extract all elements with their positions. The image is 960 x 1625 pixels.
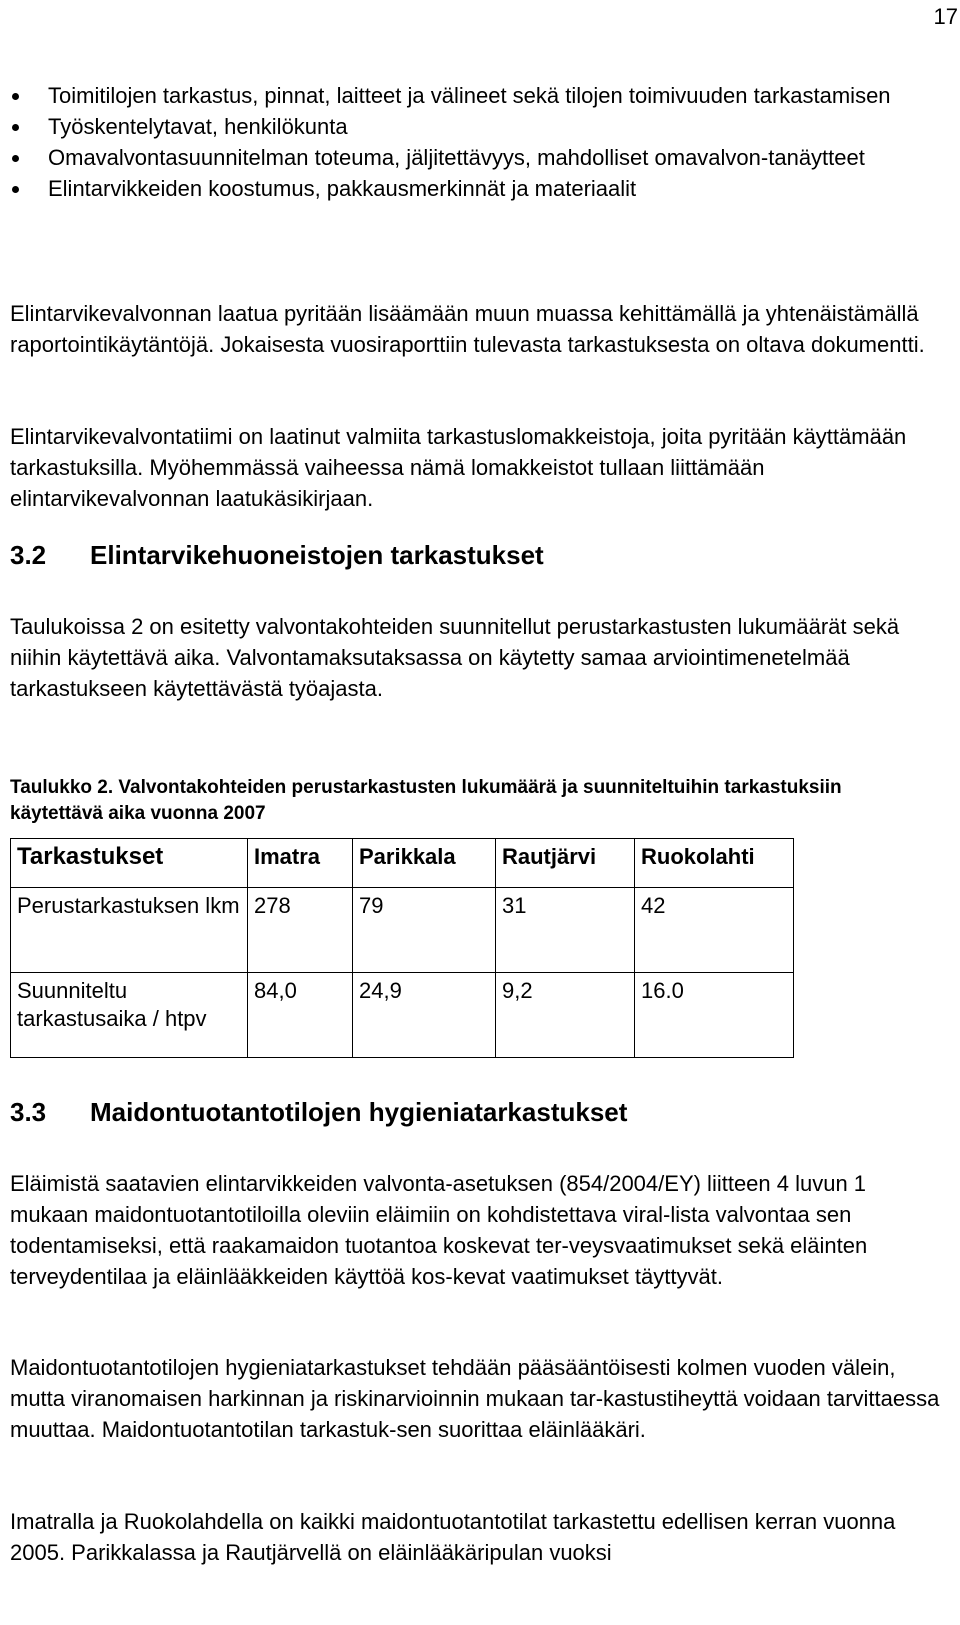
bullet-item [10, 111, 945, 142]
table-cell: 24,9 [353, 973, 496, 1058]
bullet-text: Omavalvontasuunnitelman toteuma, jäljitettävyys, mahdolliset omavalvon-tanäytteet [48, 145, 865, 170]
table-header-row [11, 839, 794, 888]
table-caption: Taulukko 2. Valvontakohteiden perustarkastusten lukumäärä ja suunniteltuihin tarkastuksiin käytettävä aika vuonna 2007 [10, 777, 842, 824]
bullet-text: Työskentelytavat, henkilökunta [48, 114, 348, 139]
table-header: Ruokolahti [635, 839, 794, 888]
table-cell: 84,0 [248, 973, 353, 1058]
bullet-text: Toimitilojen tarkastus, pinnat, laitteet ja välineet sekä tilojen toimivuuden tarkastamisen [48, 83, 891, 108]
paragraph: Imatralla ja Ruokolahdella on kaikki maidontuotantotilat tarkastettu edellisen kerran vuonna 2005. Parikkalassa ja Rautjärvellä on eläinlääkäripulan vuoksi [10, 1509, 896, 1565]
paragraph: Elintarvikevalvontatiimi on laatinut valmiita tarkastuslomakkeistoja, joita pyritään käyttämään tarkastuksilla. Myöhemmässä vaiheessa nämä lomakkeistot tullaan liittämään elintarvikevalvonnan laatukäsikirjaan. [10, 424, 907, 511]
section-title: Maidontuotantotilojen hygieniatarkastukset [90, 1097, 628, 1127]
page-number: 17 [933, 4, 958, 29]
section-title: Elintarvikehuoneistojen tarkastukset [90, 540, 544, 570]
table-cell: 278 [248, 888, 353, 973]
inspection-table [10, 838, 794, 1058]
paragraph: Eläimistä saatavien elintarvikkeiden valvonta-asetuksen (854/2004/EY) liitteen 4 luvun 1 mukaan maidontuotantotiloilla oleviin eläimiin on kohdistettava viral-lista valvontaa sen todentamiseksi, että raakamaidon tuotantoa koskevat ter-veysvaatimukset sekä eläinten terveydentilaa ja eläinlääkkeiden käyttöä kos-kevat vaatimukset täyttyvät. [10, 1171, 868, 1289]
table-cell: Perustarkastuksen lkm [11, 888, 248, 973]
bullet-icon [12, 124, 19, 131]
table-cell: Suunniteltu tarkastusaika / htpv [11, 973, 248, 1058]
section-number: 3.2 [10, 540, 47, 570]
paragraph: Maidontuotantotilojen hygieniatarkastukset tehdään pääsääntöisesti kolmen vuoden välein, mutta viranomaisen harkinnan ja riskinarvioinnin mukaan tar-kastustiheyttä voidaan tarvittaessa muuttaa. Maidontuotantotilan tarkastuk-sen suorittaa eläinlääkäri. [10, 1355, 940, 1442]
bullet-icon [12, 186, 19, 193]
table-header: Tarkastukset [11, 839, 248, 888]
table-cell: 9,2 [496, 973, 635, 1058]
table-header: Imatra [248, 839, 353, 888]
table-row [11, 888, 794, 973]
bullet-list [10, 80, 945, 204]
bullet-icon [12, 93, 19, 100]
table-header: Rautjärvi [496, 839, 635, 888]
section-heading [10, 540, 544, 571]
section-heading [10, 1097, 627, 1128]
paragraph: Elintarvikevalvonnan laatua pyritään lisäämään muun muassa kehittämällä ja yhtenäistämällä raportointikäytäntöjä. Jokaisesta vuosiraporttiin tulevasta tarkastuksesta on oltava dokumentti. [10, 301, 925, 357]
bullet-item [10, 173, 945, 204]
table-cell: 42 [635, 888, 794, 973]
bullet-item [10, 142, 945, 173]
table-cell: 79 [353, 888, 496, 973]
paragraph: Taulukoissa 2 on esitetty valvontakohteiden suunnitellut perustarkastusten lukumäärät sekä niihin käytettävä aika. Valvontamaksutaksassa on käytetty samaa arviointimenetelmää tarkastukseen käytettävästä työajasta. [10, 614, 900, 701]
table-cell: 31 [496, 888, 635, 973]
section-number: 3.3 [10, 1097, 47, 1127]
table-header: Parikkala [353, 839, 496, 888]
bullet-text: Elintarvikkeiden koostumus, pakkausmerkinnät ja materiaalit [48, 176, 637, 201]
bullet-icon [12, 155, 19, 162]
table-row [11, 973, 794, 1058]
table-cell: 16.0 [635, 973, 794, 1058]
bullet-item [10, 80, 945, 111]
